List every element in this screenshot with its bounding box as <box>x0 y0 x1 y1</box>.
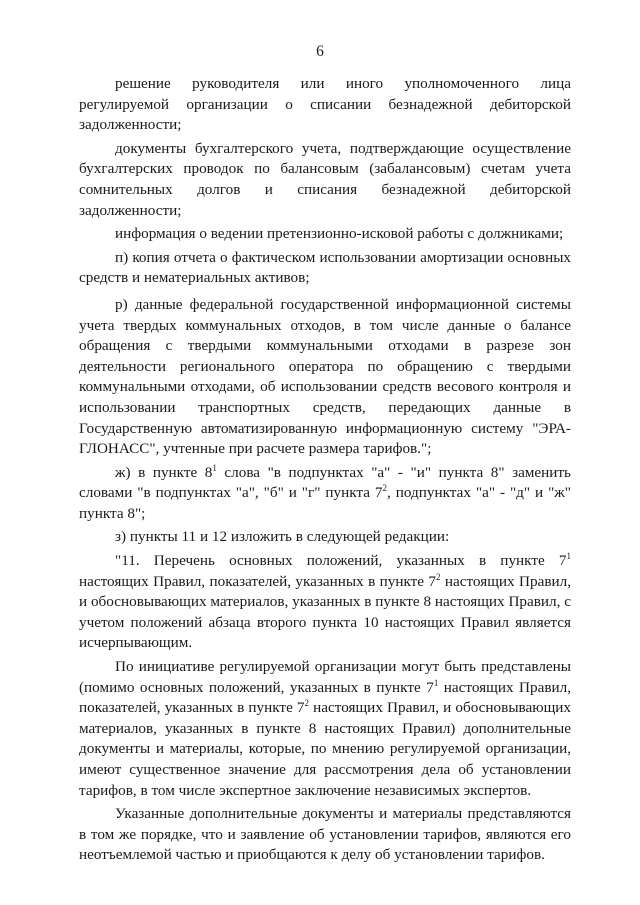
page-number: 6 <box>316 43 324 60</box>
paragraph-text: ж) в пункте 8 <box>115 463 213 481</box>
paragraph <box>79 551 571 654</box>
paragraph <box>79 224 571 245</box>
superscript-index: 1 <box>566 551 571 562</box>
paragraph <box>79 74 571 136</box>
paragraph-text: Указанные дополнительные документы и материалы представляются в том же порядке, что и заявление об установлении тарифов, являются его неотъемлемой частью и приобщаются к делу об установлении тарифов. <box>79 805 571 864</box>
superscript-index: 2 <box>304 698 310 709</box>
paragraph-text: документы бухгалтерского учета, подтверждающие осуществление бухгалтерских проводок по балансовым (забалансовым) счетам учета сомнительных долгов и списания безнадежной дебиторской задолженности; <box>79 139 571 219</box>
paragraph <box>79 804 571 866</box>
paragraph-text: "11. Перечень основных положений, указанных в пункте 7 <box>115 552 567 570</box>
superscript-index: 1 <box>433 677 439 688</box>
paragraph-text: настоящих Правил, и обосновывающих материалов, указанных в пункте 8 настоящих Правил, с учетом положений абзаца второго пункта 10 настоящих Правил является исчерпывающим. <box>79 572 571 652</box>
paragraph-text: , подпунктах "а" - "д" и "ж" пункта 8"; <box>79 484 572 522</box>
paragraph-text: п) копия отчета о фактическом использовании амортизации основных средств и нематериальных активов; <box>79 248 571 287</box>
superscript-index: 2 <box>436 571 441 582</box>
paragraph-text: р) данные федеральной государственной информационной системы учета твердых коммунальных отходов, в том числе данные о балансе обращения с твердыми коммунальными отходами в разрезе зон деятельности регионального оператора по обращению с твердыми коммунальными отходами, об использовании средств весового контроля и использовании транспортных средств, передающих данные в Государственную автоматизированную информационную систему "ЭРА-ГЛОНАСС", учтенные при расчете размера тарифов."; <box>79 295 571 458</box>
paragraph-text: настоящих Правил, и обосновывающих материалов, указанных в пункте 8 настоящих Правил) дополнительные документы и материалы, которые, по мнению регулируемой организации, имеют существенное значение для рассмотрения дела об установлении тарифов, в том числе экспертное заключение независимых экспертов. <box>79 699 571 799</box>
paragraph-text: настоящих Правил, показателей, указанных в пункте 7 <box>79 678 571 717</box>
paragraph-text: настоящих Правил, показателей, указанных в пункте 7 <box>79 572 437 590</box>
paragraph-text: По инициативе регулируемой организации могут быть представлены (помимо основных положений, указанных в пункте 7 <box>79 658 571 696</box>
paragraph <box>79 295 571 460</box>
paragraph-text: з) пункты 11 и 12 изложить в следующей редакции: <box>115 528 450 546</box>
paragraph-text: информация о ведении претензионно-исковой работы с должниками; <box>115 225 564 243</box>
superscript-index: 2 <box>382 483 387 494</box>
paragraph <box>79 657 571 801</box>
superscript-index: 1 <box>212 462 217 473</box>
paragraph-text: решение руководителя или иного уполномоченного лица регулируемой организации о списании безнадежной дебиторской задолженности; <box>79 75 571 134</box>
document-body <box>79 74 571 866</box>
paragraph-text: слова "в подпунктах "а" - "и" пункта 8" заменить словами "в подпунктах "а", "б" и "г" пункта 7 <box>79 463 571 502</box>
paragraph <box>79 527 571 548</box>
paragraph <box>79 463 571 525</box>
paragraph <box>79 139 571 221</box>
paragraph <box>79 248 571 289</box>
